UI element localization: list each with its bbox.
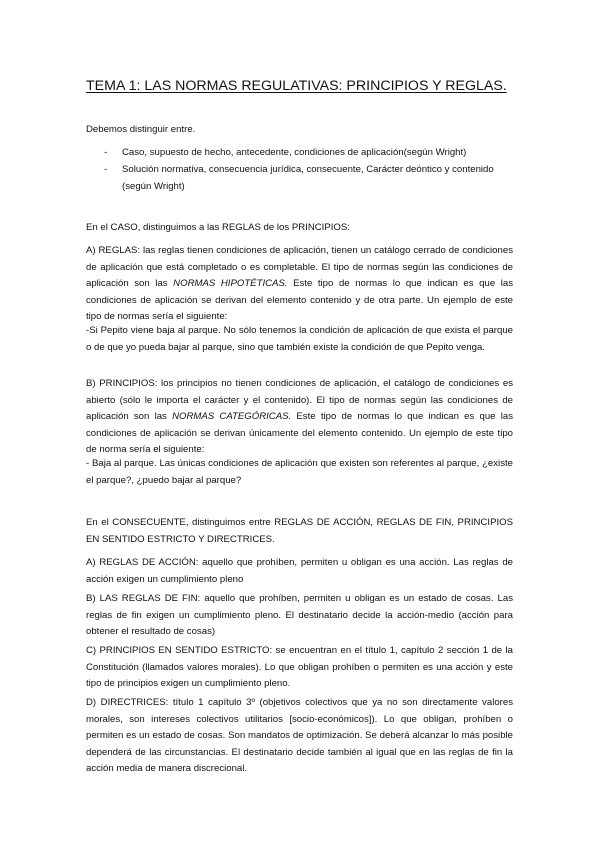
- intro-paragraph: Debemos distinguir entre.: [86, 124, 196, 135]
- reglas-text-b: Este tipo de normas lo que indican es que las condiciones de aplicación se derivan del elemento contenido y de otra parte. Un ejemplo de este tipo de normas sería el siguiente:: [86, 278, 514, 323]
- principios-paragraph: [86, 376, 513, 459]
- principios-text-b: Este tipo de normas lo que indican es que las condiciones de aplicación se derivan únicamente del elemento contenido. Un ejemplo de este tipo de norma sería el siguiente:: [86, 411, 513, 456]
- dash-bullet: -: [104, 147, 108, 158]
- reglas-fin-paragraph: B) LAS REGLAS DE FIN: aquello que prohíben, permiten u obligan es un estado de cosas. Las reglas de fin exigen un cumplimiento pleno. El destinatario decide la acción-medio (acción para obtener el resultado de cosas): [86, 593, 513, 638]
- principios-estricto-paragraph: C) PRINCIPIOS EN SENTIDO ESTRICTO: se encuentran en el título 1, capítulo 2 sección 1 de la Constitución (llamados valores morales). Lo que obligan prohíben o permiten es una acción y este tipo de principios exigen un cumplimiento pleno.: [86, 645, 513, 690]
- reglas-example: -Si Pepito viene baja al parque. No sólo tenemos la condición de aplicación de que exista el parque o de que yo pueda bajar al parque, sino que también existe la condición de que Pepito venga.: [86, 325, 513, 353]
- reglas-accion-paragraph: A) REGLAS DE ACCIÓN: aquello que prohíben, permiten u obligan es una acción. Las reglas de acción exigen un cumplimiento pleno: [86, 557, 513, 585]
- list-item: [104, 162, 512, 195]
- reglas-paragraph: [86, 243, 513, 326]
- reglas-text-a: A) REGLAS: las reglas tienen condiciones de aplicación, tienen un catálogo cerrado de condiciones de aplicación que está completado o es completable. El tipo de normas según las condiciones de aplicación son las: [86, 245, 513, 290]
- caso-heading: En el CASO, distinguimos a las REGLAS de los PRINCIPIOS:: [86, 222, 350, 233]
- directrices-paragraph: D) DIRECTRICES: título 1 capítulo 3º (objetivos colectivos que ya no son directamente valores morales, son intereses colectivos utilitarios [socio-económicos]). Lo que obligan, prohíben o permiten es un estado de cosas. Son mandatos de optimización. Se deberá alcanzar lo más posible dependerá de las circunstancias. El destinatario decide también al igual que en las reglas de fin la acción media de manera discrecional.: [86, 697, 513, 775]
- principios-emphasis: NORMAS CATEGÓRICAS.: [172, 411, 292, 423]
- list-item-text: Solución normativa, consecuencia jurídica, consecuente, Carácter deóntico y contenido (según Wright): [122, 164, 494, 192]
- list-item-text: Caso, supuesto de hecho, antecedente, condiciones de aplicación(según Wright): [122, 147, 467, 158]
- principios-example: - Baja al parque. Las únicas condiciones de aplicación que existen son referentes al parque, ¿existe el parque?, ¿puedo bajar al parque?: [86, 458, 513, 486]
- consecuente-heading: En el CONSECUENTE, distinguimos entre REGLAS DE ACCIÓN, REGLAS DE FIN, PRINCIPIOS EN SENTIDO ESTRICTO Y DIRECTRICES.: [86, 517, 513, 545]
- list-item: [104, 145, 512, 162]
- principios-text-a: B) PRINCIPIOS: los principios no tienen condiciones de aplicación, el catálogo de condiciones es abierto (sólo le importa el carácter y el contenido). El tipo de normas según las condiciones de aplicación son las: [86, 378, 513, 423]
- reglas-emphasis: NORMAS HIPOTÉTICAS.: [173, 278, 288, 290]
- page-title: TEMA 1: LAS NORMAS REGULATIVAS: PRINCIPIOS Y REGLAS.: [86, 78, 507, 94]
- dash-bullet: -: [104, 164, 108, 175]
